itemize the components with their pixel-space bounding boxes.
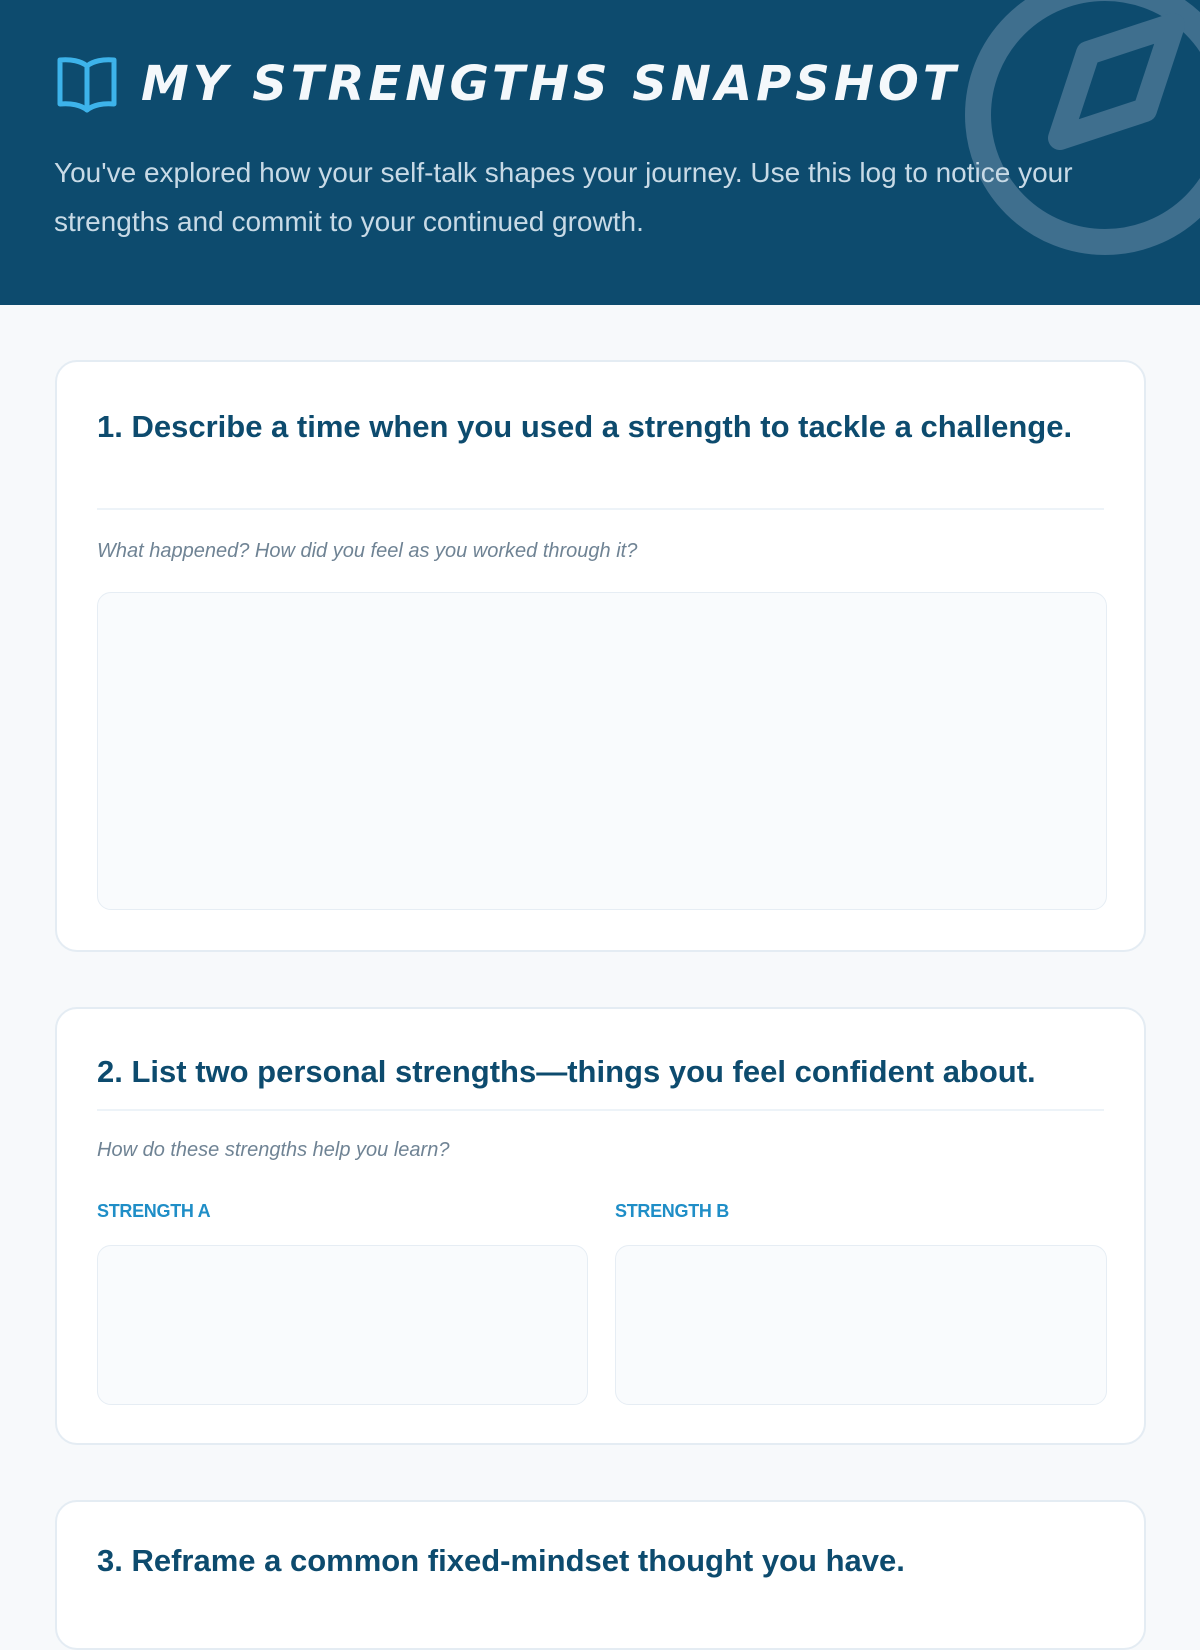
strength-a-label: STRENGTH A	[97, 1201, 211, 1221]
answer-input-1[interactable]	[97, 592, 1107, 910]
open-book-icon	[55, 52, 119, 116]
page-title: MY STRENGTHS SNAPSHOT	[141, 56, 960, 112]
strength-b-label: STRENGTH B	[615, 1201, 730, 1221]
intro-text: You've explored how your self-talk shapes your journey. Use this log to notice your strengths and commit to your continued growth.	[54, 157, 1073, 237]
question-prompt-2: How do these strengths help you learn?	[97, 1139, 450, 1161]
page-header	[0, 0, 1200, 305]
question-title-1: 1. Describe a time when you used a strength to tackle a challenge.	[97, 409, 1073, 444]
title-row	[55, 52, 960, 116]
question-title-2: 2. List two personal strengths—things you feel confident about.	[97, 1054, 1036, 1089]
strength-b-input[interactable]	[615, 1245, 1107, 1405]
question-card-3	[55, 1500, 1146, 1650]
divider	[97, 1109, 1104, 1111]
divider	[97, 508, 1104, 510]
question-prompt-1: What happened? How did you feel as you worked through it?	[97, 540, 638, 562]
strength-a-input[interactable]	[97, 1245, 588, 1405]
question-title-3: 3. Reframe a common fixed-mindset thought you have.	[97, 1543, 905, 1578]
question-card-2	[55, 1007, 1146, 1445]
question-card-1	[55, 360, 1146, 952]
